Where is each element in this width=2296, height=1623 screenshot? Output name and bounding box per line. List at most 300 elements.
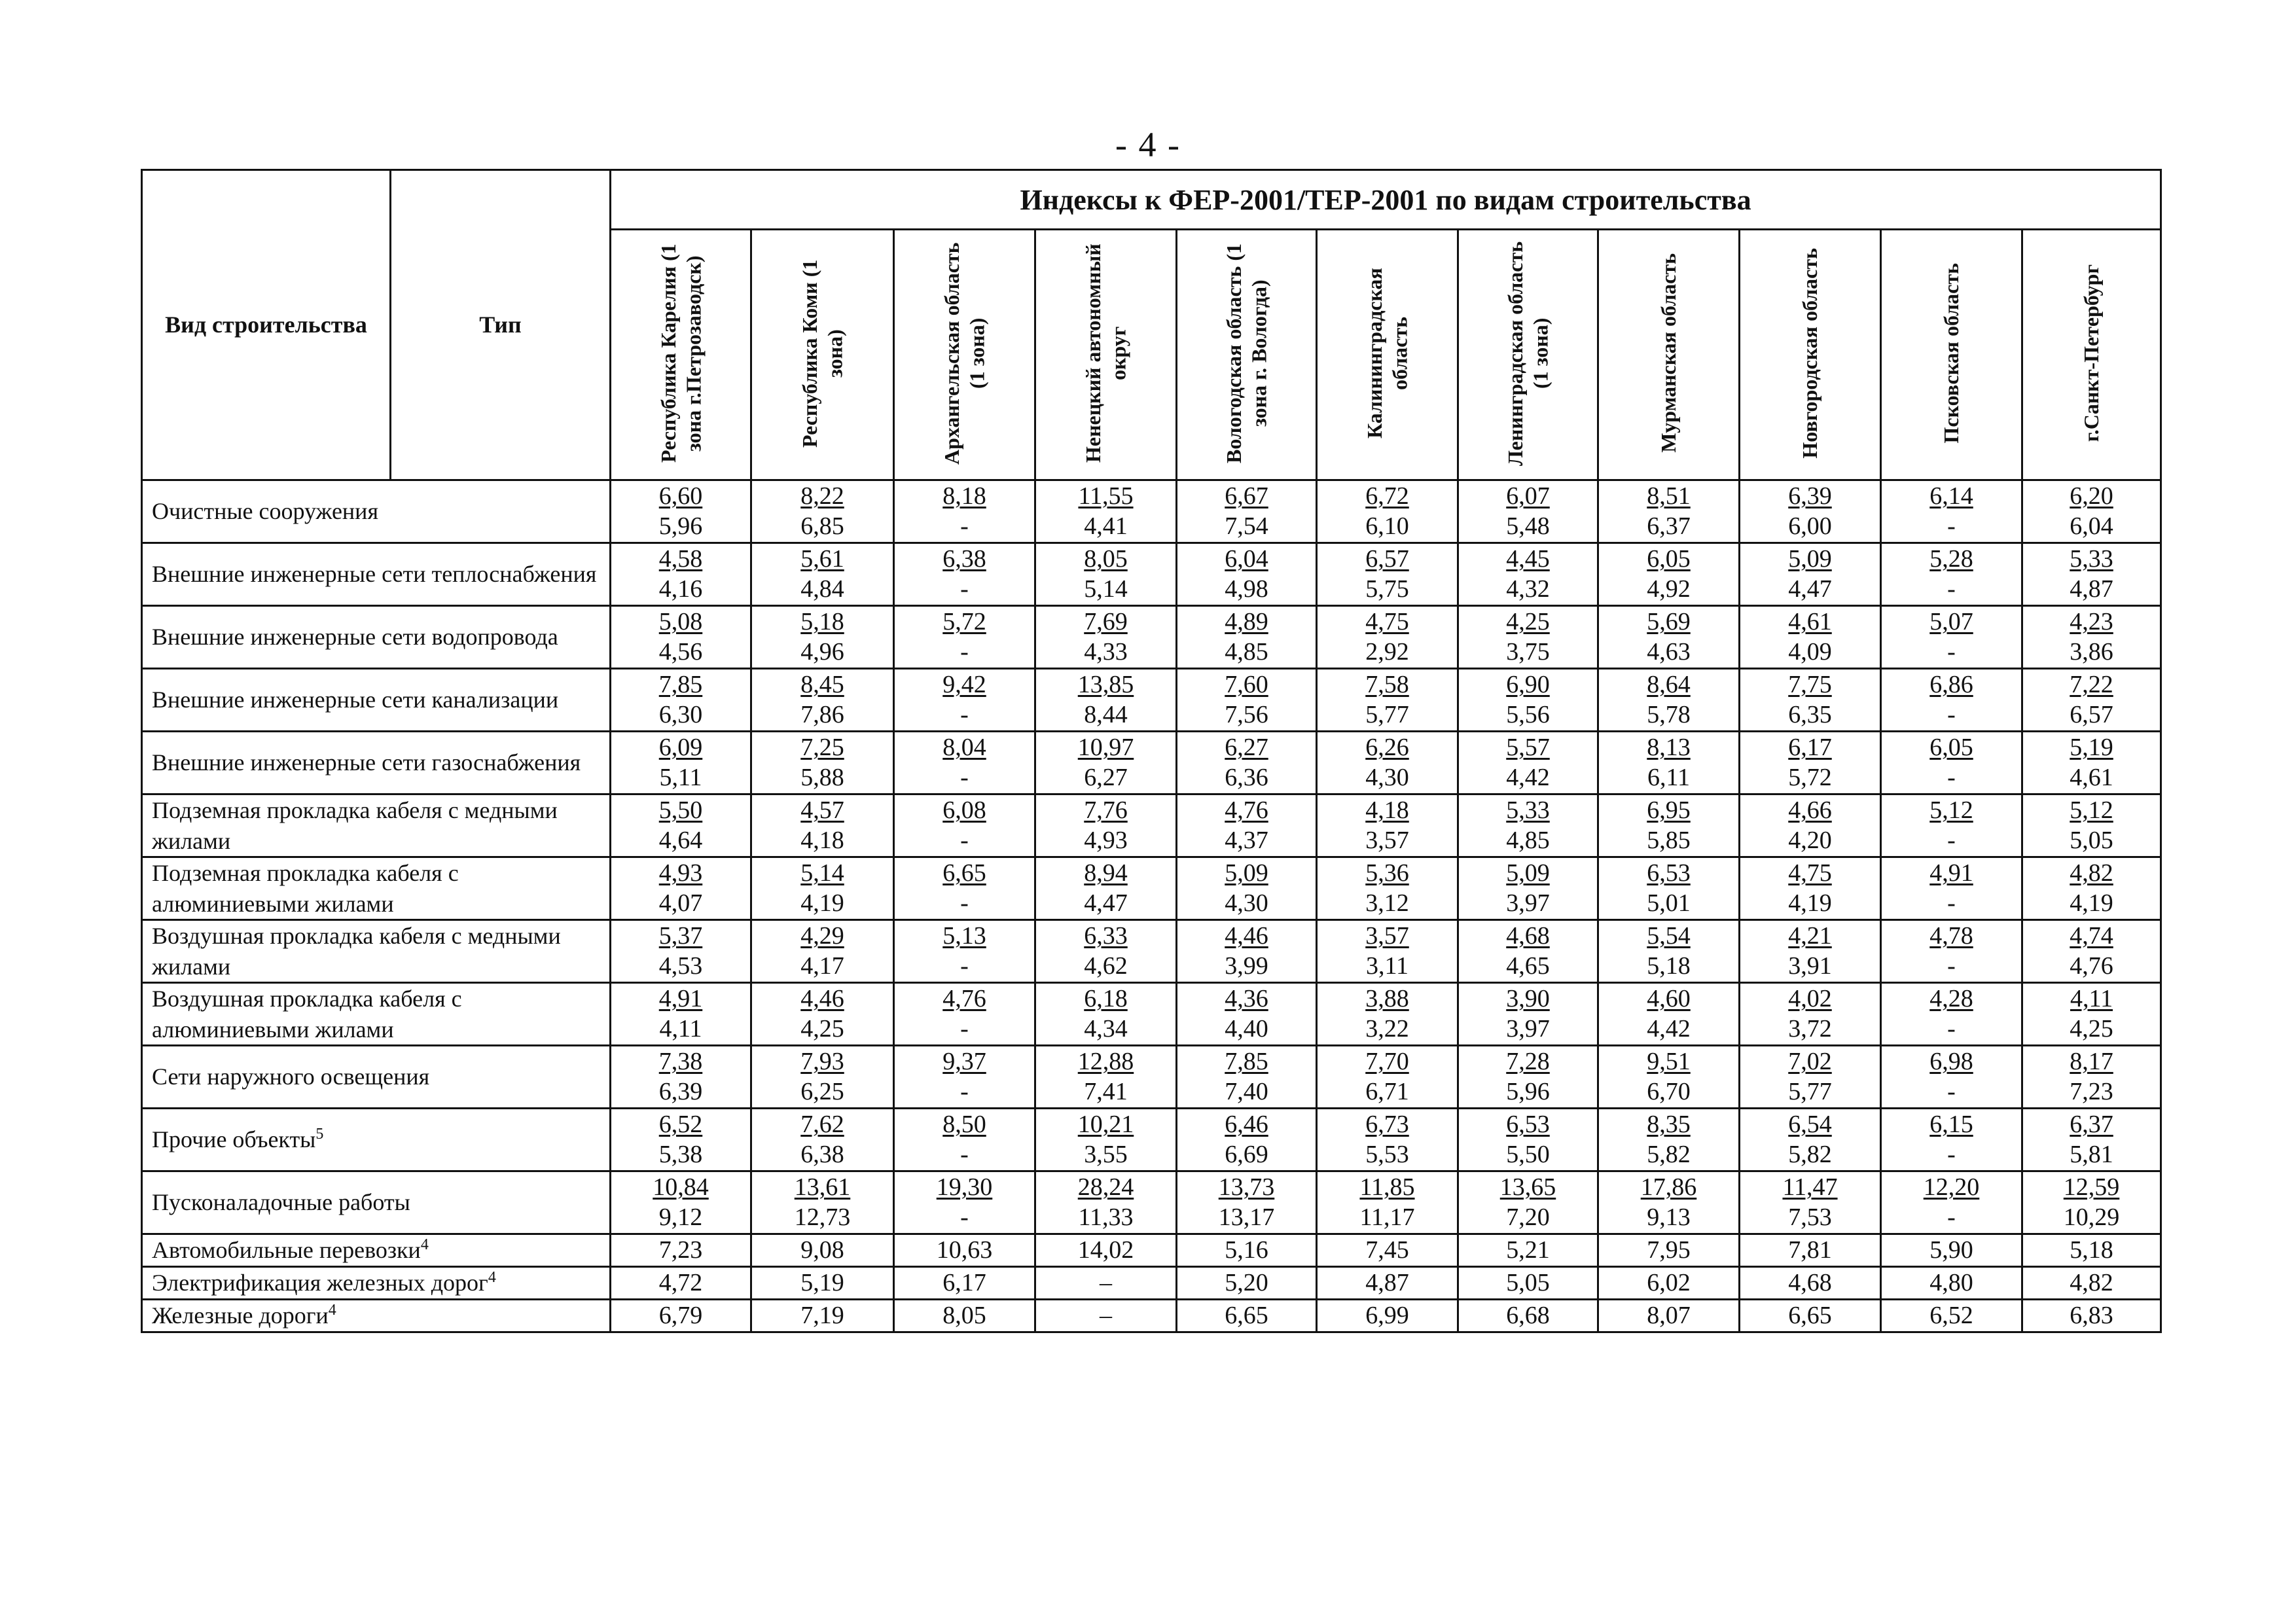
region-header-cell: [1740, 230, 1881, 480]
index-value-top: 13,65: [1499, 1173, 1556, 1201]
index-value-bottom: 4,63: [1647, 637, 1691, 666]
index-cell: [1317, 480, 1458, 543]
index-value-bottom: -: [1947, 1077, 1956, 1105]
index-cell: [1740, 794, 1881, 857]
index-value-bottom: 4,19: [2070, 889, 2113, 917]
index-value-top: 5,09: [1225, 859, 1268, 887]
region-name: Республика Карелия (1 зона г.Петрозаводск): [656, 243, 705, 463]
index-cell: [894, 732, 1035, 794]
row-label-text: Внешние инженерные сети водопровода: [152, 624, 558, 651]
index-value-top: 6,57: [1365, 544, 1409, 573]
index-value-top: 6,60: [658, 482, 703, 510]
header-type: Тип: [391, 170, 611, 480]
index-value: 9,08: [751, 1234, 894, 1267]
index-value-bottom: -: [960, 1140, 969, 1168]
index-value-bottom: -: [960, 575, 969, 603]
index-value-top: 6,09: [658, 733, 703, 761]
index-value-bottom: 12,73: [794, 1203, 851, 1231]
index-value-bottom: 4,33: [1084, 637, 1128, 666]
index-value-top: 11,85: [1359, 1173, 1415, 1201]
index-value-top: 8,51: [1647, 482, 1691, 510]
index-value-bottom: 4,65: [1506, 952, 1550, 980]
index-value-bottom: 4,11: [659, 1014, 702, 1043]
index-cell: [1317, 1046, 1458, 1109]
index-value-bottom: 3,91: [1788, 952, 1832, 980]
index-value: 5,20: [1177, 1267, 1317, 1300]
index-value: 10,63: [894, 1234, 1035, 1267]
index-value-bottom: 6,37: [1647, 512, 1691, 540]
index-value-bottom: 3,12: [1365, 889, 1409, 917]
row-label: [142, 857, 611, 920]
index-value: 5,19: [751, 1267, 894, 1300]
index-cell: [2022, 1046, 2161, 1109]
index-cell: [1035, 606, 1177, 669]
index-cell: [1458, 920, 1598, 983]
index-value-bottom: 5,81: [2070, 1140, 2113, 1168]
index-value-top: 4,25: [1506, 607, 1550, 635]
index-value-top: 5,18: [800, 607, 844, 635]
index-value-bottom: -: [1947, 889, 1956, 917]
index-value-top: 3,90: [1506, 984, 1550, 1012]
index-value-bottom: 5,11: [659, 763, 702, 791]
row-label: [142, 1171, 611, 1234]
index-value-top: 8,45: [800, 670, 844, 698]
index-cell: [611, 983, 751, 1046]
index-value-top: 6,73: [1365, 1110, 1409, 1138]
index-cell: [611, 920, 751, 983]
index-cell: [751, 1109, 894, 1171]
index-value-bottom: 4,61: [2070, 763, 2113, 791]
index-value-top: 8,05: [1084, 544, 1128, 573]
index-value-top: 4,91: [1929, 859, 1973, 887]
index-cell: [1317, 606, 1458, 669]
indices-table: [141, 169, 2162, 1333]
index-cell: [1740, 606, 1881, 669]
table-row: [142, 1267, 2161, 1300]
index-value-top: 5,57: [1506, 733, 1550, 761]
row-label: [142, 794, 611, 857]
index-cell: [1881, 732, 2022, 794]
index-value-top: 10,84: [653, 1173, 709, 1201]
index-value-top: 6,90: [1506, 670, 1550, 698]
index-value-top: 4,11: [2070, 984, 2113, 1012]
index-value: 6,65: [1177, 1300, 1317, 1332]
index-value-bottom: 4,34: [1084, 1014, 1128, 1043]
index-value-top: 4,60: [1647, 984, 1691, 1012]
index-value-bottom: 4,56: [658, 637, 703, 666]
index-cell: [611, 1046, 751, 1109]
region-header-cell: [751, 230, 894, 480]
index-value-top: 6,17: [1788, 733, 1832, 761]
index-value-top: 5,12: [1929, 796, 1973, 824]
index-cell: [1035, 669, 1177, 732]
index-value-top: 9,42: [942, 670, 986, 698]
index-value-bottom: 5,96: [658, 512, 703, 540]
row-label: [142, 1046, 611, 1109]
index-value-bottom: 4,47: [1788, 575, 1832, 603]
index-value-bottom: 6,30: [658, 700, 703, 728]
index-value-top: 5,07: [1929, 607, 1973, 635]
index-cell: [2022, 1109, 2161, 1171]
index-value-top: 7,22: [2070, 670, 2113, 698]
index-value-top: 5,37: [658, 921, 703, 950]
index-value-top: 8,04: [942, 733, 986, 761]
index-value-top: 5,12: [2070, 796, 2113, 824]
index-value-bottom: 5,82: [1647, 1140, 1691, 1168]
index-cell: [1598, 857, 1740, 920]
index-cell: [1035, 480, 1177, 543]
index-cell: [894, 1109, 1035, 1171]
row-label-text: Электрификация железных дорог: [152, 1270, 488, 1296]
index-value-top: 4,75: [1365, 607, 1409, 635]
header-indices-title: Индексы к ФЕР-2001/ТЕР-2001 по видам строительства: [611, 170, 2161, 230]
index-value-bottom: 4,18: [800, 826, 844, 854]
index-cell: [751, 1171, 894, 1234]
index-value-bottom: 3,97: [1506, 889, 1550, 917]
index-value-bottom: -: [1947, 952, 1956, 980]
index-value: 14,02: [1035, 1234, 1177, 1267]
index-cell: [1881, 1109, 2022, 1171]
region-name: Ненецкий автономный округ: [1081, 243, 1130, 463]
index-value-bottom: 5,14: [1084, 575, 1128, 603]
index-cell: [894, 920, 1035, 983]
table-row: [142, 1300, 2161, 1332]
index-value-top: 6,72: [1365, 482, 1409, 510]
index-cell: [1881, 920, 2022, 983]
index-value-bottom: 4,41: [1084, 512, 1128, 540]
index-cell: [1598, 480, 1740, 543]
index-value-top: 5,08: [658, 607, 703, 635]
index-value-top: 4,82: [2070, 859, 2113, 887]
index-cell: [1177, 669, 1317, 732]
index-value: 5,05: [1458, 1267, 1598, 1300]
index-cell: [1317, 732, 1458, 794]
index-value: 5,16: [1177, 1234, 1317, 1267]
index-value-top: 7,58: [1365, 670, 1409, 698]
index-value-bottom: 5,85: [1647, 826, 1691, 854]
index-cell: [1177, 1109, 1317, 1171]
index-value-top: 5,33: [1506, 796, 1550, 824]
index-value: 4,80: [1881, 1267, 2022, 1300]
index-value-bottom: 4,19: [800, 889, 844, 917]
index-cell: [1317, 1109, 1458, 1171]
index-value-top: 9,37: [942, 1047, 986, 1075]
index-value-top: 5,36: [1365, 859, 1409, 887]
index-value-bottom: 7,40: [1225, 1077, 1268, 1105]
index-cell: [1458, 1171, 1598, 1234]
index-cell: [2022, 983, 2161, 1046]
index-value-top: 6,26: [1365, 733, 1409, 761]
index-value-top: 4,28: [1929, 984, 1973, 1012]
index-value-top: 6,95: [1647, 796, 1691, 824]
index-value-bottom: 5,72: [1788, 763, 1832, 791]
index-value-top: 4,93: [658, 859, 703, 887]
index-cell: [611, 857, 751, 920]
index-cell: [1598, 732, 1740, 794]
index-cell: [1177, 1171, 1317, 1234]
row-label: [142, 1300, 611, 1332]
index-value-bottom: 7,86: [800, 700, 844, 728]
footnote-mark: 4: [488, 1269, 496, 1287]
index-value-bottom: 7,53: [1788, 1203, 1832, 1231]
index-value-bottom: -: [1947, 763, 1956, 791]
index-value-top: 6,33: [1084, 921, 1128, 950]
index-cell: [2022, 480, 2161, 543]
index-value-top: 4,76: [1225, 796, 1268, 824]
index-value-top: 8,13: [1647, 733, 1691, 761]
index-cell: [894, 606, 1035, 669]
index-value-top: 6,52: [658, 1110, 703, 1138]
index-cell: [751, 606, 894, 669]
index-cell: [894, 794, 1035, 857]
region-header-cell: [1177, 230, 1317, 480]
index-cell: [1035, 1109, 1177, 1171]
index-value-bottom: 5,48: [1506, 512, 1550, 540]
index-value-top: 6,18: [1084, 984, 1128, 1012]
index-value-bottom: 5,96: [1506, 1077, 1550, 1105]
index-value-top: 4,58: [658, 544, 703, 573]
index-value-top: 7,85: [658, 670, 703, 698]
index-cell: [1740, 1046, 1881, 1109]
index-cell: [1035, 857, 1177, 920]
index-value-bottom: 3,57: [1365, 826, 1409, 854]
index-value-top: 12,20: [1923, 1173, 1980, 1201]
index-cell: [1598, 794, 1740, 857]
index-value-top: 6,98: [1929, 1047, 1973, 1075]
index-cell: [2022, 1171, 2161, 1234]
index-value-bottom: 6,71: [1365, 1077, 1409, 1105]
index-value-bottom: 4,87: [2070, 575, 2113, 603]
index-cell: [2022, 669, 2161, 732]
index-value-bottom: 5,38: [658, 1140, 703, 1168]
index-value-top: 4,66: [1788, 796, 1832, 824]
index-value-bottom: -: [1947, 1140, 1956, 1168]
index-value-bottom: 6,38: [800, 1140, 844, 1168]
index-cell: [1458, 857, 1598, 920]
index-value-top: 5,13: [942, 921, 986, 950]
region-header-cell: [2022, 230, 2161, 480]
index-value-top: 6,14: [1929, 482, 1973, 510]
index-value-top: 5,61: [800, 544, 844, 573]
index-value-top: 4,21: [1788, 921, 1832, 950]
index-cell: [611, 543, 751, 606]
table-body: [142, 480, 2161, 1332]
index-value-bottom: 6,57: [2070, 700, 2113, 728]
index-value-top: 12,88: [1077, 1047, 1134, 1075]
index-value: 6,99: [1317, 1300, 1458, 1332]
row-label-text: Воздушная прокладка кабеля с медными жилами: [152, 923, 561, 980]
index-value-bottom: 3,72: [1788, 1014, 1832, 1043]
index-value-bottom: 4,25: [2070, 1014, 2113, 1043]
index-value-bottom: 5,56: [1506, 700, 1550, 728]
index-cell: [2022, 794, 2161, 857]
region-header-cell: [1458, 230, 1598, 480]
index-value: 4,82: [2022, 1267, 2161, 1300]
index-cell: [751, 1046, 894, 1109]
index-value-bottom: -: [1947, 700, 1956, 728]
index-value-top: 6,15: [1929, 1110, 1973, 1138]
index-value-bottom: 4,53: [658, 952, 703, 980]
index-value-bottom: 6,11: [1647, 763, 1691, 791]
index-cell: [751, 543, 894, 606]
index-value-top: 4,57: [800, 796, 844, 824]
header-construction-kind: Вид строительства: [142, 170, 391, 480]
index-value-bottom: 5,82: [1788, 1140, 1832, 1168]
index-cell: [894, 480, 1035, 543]
index-value-top: 6,20: [2070, 482, 2113, 510]
index-value-top: 7,62: [800, 1110, 844, 1138]
index-value-bottom: 6,35: [1788, 700, 1832, 728]
index-cell: [1035, 732, 1177, 794]
index-cell: [1177, 480, 1317, 543]
index-value-top: 6,39: [1788, 482, 1832, 510]
index-cell: [1458, 732, 1598, 794]
index-value-top: 6,04: [1225, 544, 1268, 573]
index-cell: [751, 857, 894, 920]
index-cell: [1177, 983, 1317, 1046]
index-value-top: 5,33: [2070, 544, 2113, 573]
index-value-top: 4,78: [1929, 921, 1973, 950]
index-value-top: 5,50: [658, 796, 703, 824]
index-value-bottom: 4,98: [1225, 575, 1268, 603]
index-value-bottom: 11,17: [1359, 1203, 1415, 1231]
index-value-top: 8,22: [800, 482, 844, 510]
table-row: [142, 983, 2161, 1046]
index-cell: [1598, 1109, 1740, 1171]
index-value: –: [1035, 1267, 1177, 1300]
index-value-top: 4,76: [942, 984, 986, 1012]
index-value-bottom: -: [960, 1014, 969, 1043]
index-value-bottom: 6,00: [1788, 512, 1832, 540]
region-header-cell: [1598, 230, 1740, 480]
index-cell: [1035, 794, 1177, 857]
index-value-top: 4,02: [1788, 984, 1832, 1012]
index-value-top: 3,57: [1365, 921, 1409, 950]
index-value-bottom: 4,20: [1788, 826, 1832, 854]
index-cell: [1458, 543, 1598, 606]
index-value-bottom: 4,32: [1506, 575, 1550, 603]
index-cell: [894, 1171, 1035, 1234]
index-value-bottom: 4,07: [658, 889, 703, 917]
index-cell: [1598, 1171, 1740, 1234]
index-value-bottom: 3,97: [1506, 1014, 1550, 1043]
index-cell: [1598, 606, 1740, 669]
index-value-bottom: 4,85: [1506, 826, 1550, 854]
index-value: 6,83: [2022, 1300, 2161, 1332]
index-value-top: 4,45: [1506, 544, 1550, 573]
index-value-top: 6,05: [1929, 733, 1973, 761]
index-value-bottom: 3,11: [1365, 952, 1409, 980]
index-value: 6,68: [1458, 1300, 1598, 1332]
index-value-top: 6,53: [1506, 1110, 1550, 1138]
index-cell: [1177, 794, 1317, 857]
index-cell: [1598, 669, 1740, 732]
index-value-top: 4,89: [1225, 607, 1268, 635]
index-value: 6,52: [1881, 1300, 2022, 1332]
index-value-bottom: -: [960, 826, 969, 854]
index-value-bottom: -: [960, 700, 969, 728]
index-value-bottom: -: [960, 1077, 969, 1105]
index-cell: [894, 983, 1035, 1046]
table-row: [142, 606, 2161, 669]
index-value-top: 5,19: [2070, 733, 2113, 761]
index-value-bottom: 5,53: [1365, 1140, 1409, 1168]
index-value-bottom: 4,19: [1788, 889, 1832, 917]
index-value-top: 3,88: [1365, 984, 1409, 1012]
index-value-top: 6,05: [1647, 544, 1691, 573]
index-value-bottom: 3,22: [1365, 1014, 1409, 1043]
index-value-bottom: 4,92: [1647, 575, 1691, 603]
index-value-bottom: -: [960, 1203, 969, 1231]
index-value-top: 4,61: [1788, 607, 1832, 635]
index-cell: [751, 920, 894, 983]
index-value-bottom: 5,05: [2070, 826, 2113, 854]
table-row: [142, 669, 2161, 732]
index-cell: [1458, 983, 1598, 1046]
index-value-top: 4,68: [1506, 921, 1550, 950]
index-value-top: 6,67: [1225, 482, 1268, 510]
index-cell: [1881, 1171, 2022, 1234]
index-value-top: 5,09: [1506, 859, 1550, 887]
index-value-bottom: 4,30: [1365, 763, 1409, 791]
region-name: Республика Коми (1 зона): [798, 259, 847, 448]
row-label-text: Внешние инженерные сети теплоснабжения: [152, 561, 597, 588]
page-number: - 4 -: [1115, 125, 1181, 164]
row-label-text: Сети наружного освещения: [152, 1063, 430, 1090]
table-row: [142, 857, 2161, 920]
index-value: 7,45: [1317, 1234, 1458, 1267]
index-value-top: 5,72: [942, 607, 986, 635]
index-cell: [1035, 543, 1177, 606]
index-cell: [751, 669, 894, 732]
index-value-bottom: 5,01: [1647, 889, 1691, 917]
index-value-bottom: 4,25: [800, 1014, 844, 1043]
index-value-bottom: 5,18: [1647, 952, 1691, 980]
index-cell: [1598, 920, 1740, 983]
index-value-bottom: 6,85: [800, 512, 844, 540]
index-cell: [1740, 543, 1881, 606]
index-value-bottom: 6,27: [1084, 763, 1128, 791]
index-value-bottom: 4,17: [800, 952, 844, 980]
index-value-bottom: 4,84: [800, 575, 844, 603]
table-row: [142, 480, 2161, 543]
index-value: 4,72: [611, 1267, 751, 1300]
index-value: 7,19: [751, 1300, 894, 1332]
row-label-text: Железные дороги: [152, 1302, 329, 1329]
index-cell: [1881, 1046, 2022, 1109]
index-value-bottom: 9,13: [1647, 1203, 1691, 1231]
index-value-bottom: 11,33: [1078, 1203, 1134, 1231]
index-value-bottom: 7,54: [1225, 512, 1268, 540]
index-value-bottom: 3,86: [2070, 637, 2113, 666]
index-value-top: 8,64: [1647, 670, 1691, 698]
index-cell: [1035, 1046, 1177, 1109]
index-value-bottom: 4,62: [1084, 952, 1128, 980]
index-value: 8,07: [1598, 1300, 1740, 1332]
row-label-text: Подземная прокладка кабеля с медными жилами: [152, 797, 558, 854]
index-value-bottom: 4,85: [1225, 637, 1268, 666]
index-value-bottom: 4,42: [1506, 763, 1550, 791]
index-cell: [751, 480, 894, 543]
index-value-top: 4,74: [2070, 921, 2113, 950]
index-value-bottom: 6,36: [1225, 763, 1268, 791]
index-value-bottom: 6,25: [800, 1077, 844, 1105]
index-value-bottom: 6,69: [1225, 1140, 1268, 1168]
index-value-top: 6,65: [942, 859, 986, 887]
index-value-bottom: 4,76: [2070, 952, 2113, 980]
index-cell: [1458, 1109, 1598, 1171]
index-value-bottom: -: [960, 889, 969, 917]
